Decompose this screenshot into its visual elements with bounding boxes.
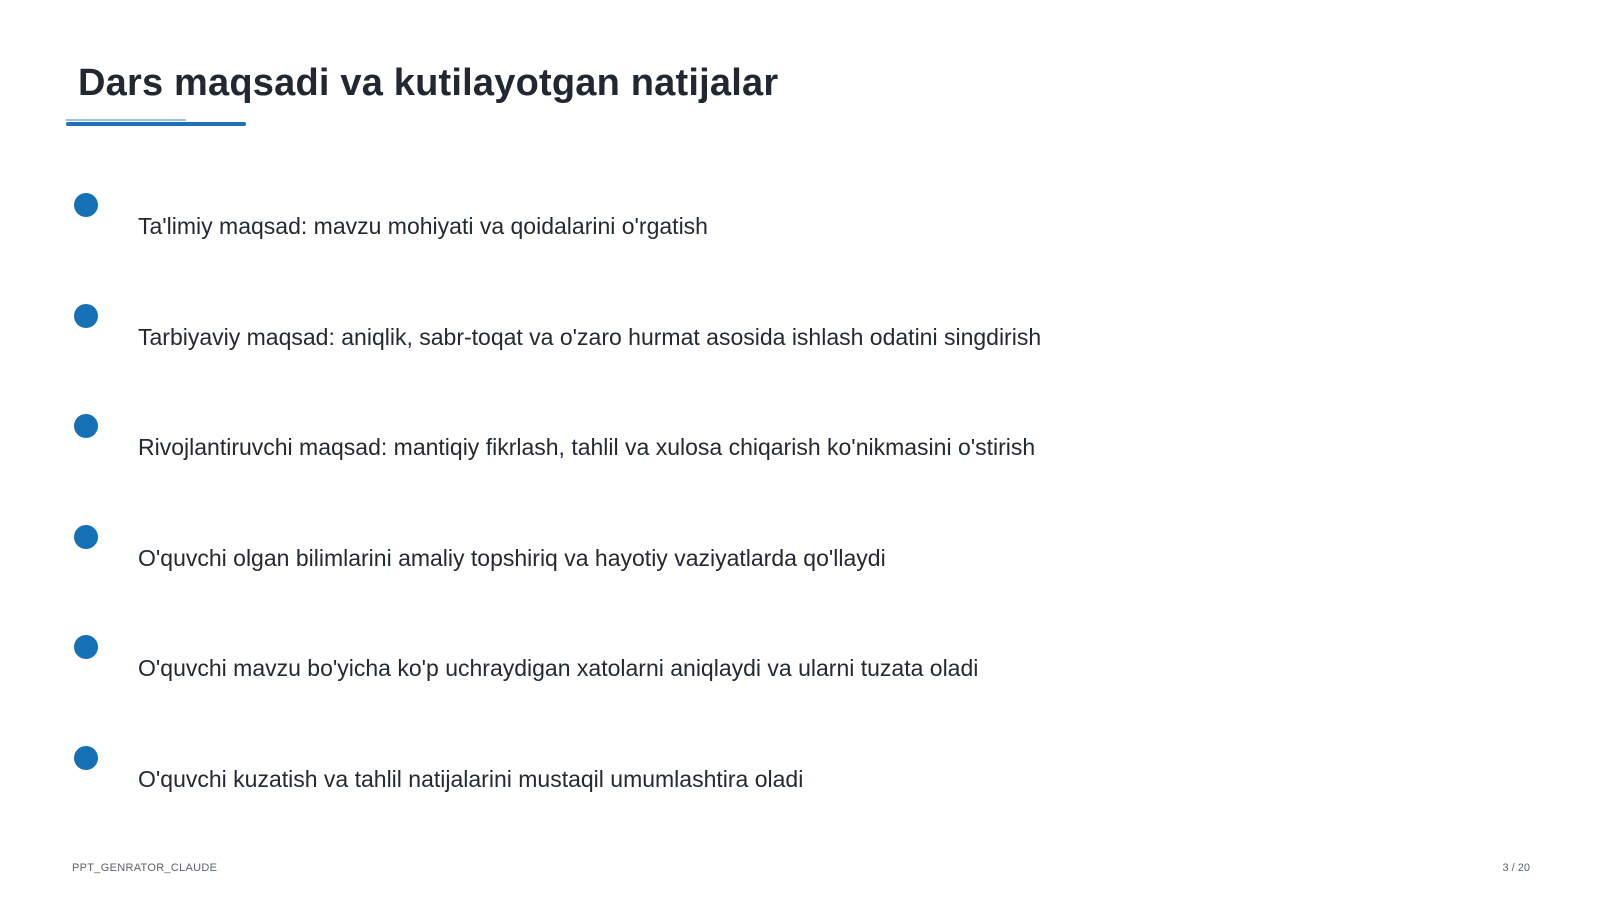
bullet-text: O'quvchi mavzu bo'yicha ko'p uchraydigan xatolarni aniqlaydi va ularni tuzata oladi [138,655,979,681]
bullet-text: O'quvchi kuzatish va tahlil natijalarini mustaqil umumlashtira oladi [138,766,804,792]
bullet-text: O'quvchi olgan bilimlarini amaliy topshiriq va hayotiy vaziyatlarda qo'llaydi [138,545,886,571]
bullet-item [74,304,1474,364]
bullet-item [74,746,1474,806]
bullet-dot-icon [74,635,98,659]
bullet-item [74,525,1474,585]
page-indicator: 3 / 20 [1502,862,1530,874]
slide-title: Dars maqsadi va kutilayotgan natijalar [78,62,779,104]
bullet-dot-icon [74,304,98,328]
bullet-dot-icon [74,525,98,549]
footer-source-label: PPT_GENRATOR_CLAUDE [72,862,218,874]
bullet-dot-icon [74,414,98,438]
bullet-text: Rivojlantiruvchi maqsad: mantiqiy fikrlash, tahlil va xulosa chiqarish ko'nikmasini o'stirish [138,434,1036,460]
bullet-text: Ta'limiy maqsad: mavzu mohiyati va qoidalarini o'rgatish [138,213,708,239]
bullet-dot-icon [74,746,98,770]
bullet-item [74,193,1474,253]
bullet-item [74,635,1474,695]
bullet-dot-icon [74,193,98,217]
bullet-item [74,414,1474,474]
bullet-text: Tarbiyaviy maqsad: aniqlik, sabr-toqat va o'zaro hurmat asosida ishlash odatini singdirish [138,324,1042,350]
